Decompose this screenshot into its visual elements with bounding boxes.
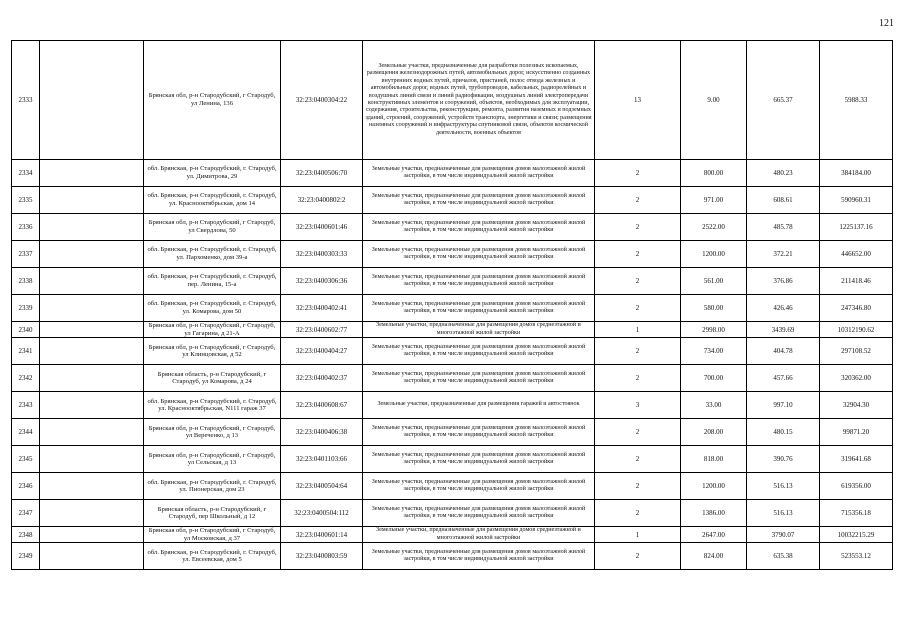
row-number-cell: 2343 bbox=[12, 392, 40, 419]
cadastral-value-cell: 384184.00 bbox=[820, 160, 893, 187]
land-use-cell: Земельные участки, предназначенные для размещения домов малоэтажной жилой застройки, в том числе индивидуальной жилой застройки bbox=[363, 187, 595, 214]
land-use-cell: Земельные участки, предназначенные для размещения домов малоэтажной жилой застройки, в том числе индивидуальной жилой застройки bbox=[363, 500, 595, 527]
row-number-cell: 2348 bbox=[12, 527, 40, 543]
area-cell: 700.00 bbox=[681, 365, 747, 392]
table-row bbox=[12, 295, 893, 322]
group-cell: 2 bbox=[595, 473, 681, 500]
cadastral-value-cell: 1225137.16 bbox=[820, 214, 893, 241]
row-number-cell: 2340 bbox=[12, 322, 40, 338]
land-use-cell: Земельные участки, предназначенные для разработки полезных ископаемых, размещения железнодорожных путей, автомобильных дорог, искусственно созданных внутренних водных путей, причалов, пристаней, полос отвода железных и автомобильных дорог, водных путей, трубопроводов, кабельных, радиорелейных и воздушных линий связи и линий радиофикации, воздушных линий электропередачи конструктивных элементов и сооружений, объектов, необходимых для эксплуатации, содержания, строительства, реконструкции, ремонта, развития наземных и подземных зданий, строений, сооружений, устройств транспорта, энергетики и связи; размещения наземных сооружений и инфраструктуры спутниковой связи, объектов космической деятельности, военных объектов bbox=[363, 41, 595, 160]
address-cell: Брянская обл, р-н Стародубский, г Стародуб, ул Гагарина, д 21-А bbox=[144, 322, 281, 338]
cadastral-number-cell: 32:23:0400402:37 bbox=[281, 365, 363, 392]
spacer-cell bbox=[40, 527, 144, 543]
address-cell: Брянская обл, р-н Стародубский, г Стародуб, ул Свердлова, 50 bbox=[144, 214, 281, 241]
table-row bbox=[12, 322, 893, 338]
cadastral-number-cell: 32:23:0400303:33 bbox=[281, 241, 363, 268]
group-cell: 2 bbox=[595, 446, 681, 473]
area-cell: 1200.00 bbox=[681, 473, 747, 500]
cadastral-value-cell: 715356.18 bbox=[820, 500, 893, 527]
group-cell: 2 bbox=[595, 500, 681, 527]
specific-value-cell: 480.15 bbox=[747, 419, 820, 446]
area-cell: 734.00 bbox=[681, 338, 747, 365]
row-number-cell: 2347 bbox=[12, 500, 40, 527]
area-cell: 824.00 bbox=[681, 543, 747, 570]
group-cell: 2 bbox=[595, 338, 681, 365]
cadastral-number-cell: 32:23:0400601:46 bbox=[281, 214, 363, 241]
row-number-cell: 2338 bbox=[12, 268, 40, 295]
table-row bbox=[12, 268, 893, 295]
spacer-cell bbox=[40, 543, 144, 570]
table-row bbox=[12, 419, 893, 446]
land-use-cell: Земельные участки, предназначенные для размещения домов малоэтажной жилой застройки, в том числе индивидуальной жилой застройки bbox=[363, 241, 595, 268]
spacer-cell bbox=[40, 268, 144, 295]
cadastral-value-cell: 32904.30 bbox=[820, 392, 893, 419]
table-row bbox=[12, 187, 893, 214]
land-use-cell: Земельные участки, предназначенные для размещения домов малоэтажной жилой застройки, в том числе индивидуальной жилой застройки bbox=[363, 214, 595, 241]
address-cell: Брянская обл, р-н Стародубский, г Стародуб, ул Сельская, д 13 bbox=[144, 446, 281, 473]
land-use-cell: Земельные участки, предназначенные для размещения домов малоэтажной жилой застройки, в том числе индивидуальной жилой застройки bbox=[363, 338, 595, 365]
group-cell: 2 bbox=[595, 543, 681, 570]
cadastral-number-cell: 32:23:0400602:77 bbox=[281, 322, 363, 338]
spacer-cell bbox=[40, 214, 144, 241]
table-row bbox=[12, 392, 893, 419]
group-cell: 3 bbox=[595, 392, 681, 419]
row-number-cell: 2349 bbox=[12, 543, 40, 570]
address-cell: Брянская обл, р-н Стародубский, г Стародуб, ул Вереченко, д 13 bbox=[144, 419, 281, 446]
table-row bbox=[12, 365, 893, 392]
specific-value-cell: 457.66 bbox=[747, 365, 820, 392]
address-cell: обл. Брянская, р-н Стародубский, г. Стародуб, ул. Пионерская, дом 23 bbox=[144, 473, 281, 500]
area-cell: 2522.00 bbox=[681, 214, 747, 241]
specific-value-cell: 404.78 bbox=[747, 338, 820, 365]
group-cell: 1 bbox=[595, 322, 681, 338]
cadastral-number-cell: 32:23:0401103:66 bbox=[281, 446, 363, 473]
table-row bbox=[12, 160, 893, 187]
cadastral-value-cell: 446652.00 bbox=[820, 241, 893, 268]
cadastral-value-cell: 320362.00 bbox=[820, 365, 893, 392]
land-use-cell: Земельные участки, предназначенные для размещения домов малоэтажной жилой застройки, в том числе индивидуальной жилой застройки bbox=[363, 419, 595, 446]
cadastral-number-cell: 32:23:0400608:67 bbox=[281, 392, 363, 419]
address-cell: Брянская обл, р-н Стародубский, г Стародуб, ул Ленина, 136 bbox=[144, 41, 281, 160]
row-number-cell: 2345 bbox=[12, 446, 40, 473]
spacer-cell bbox=[40, 419, 144, 446]
spacer-cell bbox=[40, 473, 144, 500]
row-number-cell: 2344 bbox=[12, 419, 40, 446]
cadastral-value-cell: 99871.20 bbox=[820, 419, 893, 446]
specific-value-cell: 3790.07 bbox=[747, 527, 820, 543]
land-use-cell: Земельные участки, предназначенные для размещения домов малоэтажной жилой застройки, в том числе индивидуальной жилой застройки bbox=[363, 295, 595, 322]
cadastral-value-cell: 319641.68 bbox=[820, 446, 893, 473]
row-number-cell: 2339 bbox=[12, 295, 40, 322]
area-cell: 818.00 bbox=[681, 446, 747, 473]
address-cell: обл. Брянская, р-н Стародубский, г. Стародуб, ул. Краснооктябрьская, дом 14 bbox=[144, 187, 281, 214]
row-number-cell: 2346 bbox=[12, 473, 40, 500]
land-use-cell: Земельные участки, предназначенные для размещения домов малоэтажной жилой застройки, в том числе индивидуальной жилой застройки bbox=[363, 446, 595, 473]
specific-value-cell: 516.13 bbox=[747, 500, 820, 527]
address-cell: Брянская обл, р-н Стародубский, г Стародуб, ул Московская, д 37 bbox=[144, 527, 281, 543]
table-row bbox=[12, 241, 893, 268]
cadastral-number-cell: 32:23:0400504:64 bbox=[281, 473, 363, 500]
row-number-cell: 2336 bbox=[12, 214, 40, 241]
table-row bbox=[12, 543, 893, 570]
address-cell: Брянская область, р-н Стародубский, г Стародуб, ул Комарова, д 24 bbox=[144, 365, 281, 392]
spacer-cell bbox=[40, 41, 144, 160]
specific-value-cell: 372.21 bbox=[747, 241, 820, 268]
cadastral-number-cell: 32:23:0400601:14 bbox=[281, 527, 363, 543]
table-row bbox=[12, 473, 893, 500]
cadastral-number-cell: 32:23:0400404:27 bbox=[281, 338, 363, 365]
table-row bbox=[12, 446, 893, 473]
table-row bbox=[12, 41, 893, 160]
group-cell: 2 bbox=[595, 268, 681, 295]
cadastral-number-cell: 32:23:0400304:22 bbox=[281, 41, 363, 160]
cadastral-value-cell: 10312190.62 bbox=[820, 322, 893, 338]
address-cell: обл. Брянская, р-н Стародубский, г. Стародуб, ул. Евсеевская, дом 5 bbox=[144, 543, 281, 570]
address-cell: Брянская обл, р-н Стародубский, г Стародуб, ул Клинцовская, д 52 bbox=[144, 338, 281, 365]
specific-value-cell: 608.61 bbox=[747, 187, 820, 214]
group-cell: 2 bbox=[595, 214, 681, 241]
specific-value-cell: 480.23 bbox=[747, 160, 820, 187]
area-cell: 9.00 bbox=[681, 41, 747, 160]
spacer-cell bbox=[40, 187, 144, 214]
land-use-cell: Земельные участки, предназначенные для размещения домов малоэтажной жилой застройки, в том числе индивидуальной жилой застройки bbox=[363, 543, 595, 570]
row-number-cell: 2337 bbox=[12, 241, 40, 268]
area-cell: 1200.00 bbox=[681, 241, 747, 268]
area-cell: 208.00 bbox=[681, 419, 747, 446]
cadastral-number-cell: 32:23:0400402:41 bbox=[281, 295, 363, 322]
area-cell: 33.00 bbox=[681, 392, 747, 419]
spacer-cell bbox=[40, 446, 144, 473]
address-cell: обл. Брянская, р-н Стародубский, г. Стародуб, ул. Краснооктябрьская, N111 гараж 37 bbox=[144, 392, 281, 419]
specific-value-cell: 376.86 bbox=[747, 268, 820, 295]
spacer-cell bbox=[40, 338, 144, 365]
area-cell: 580.00 bbox=[681, 295, 747, 322]
cadastral-number-cell: 32:23:0400306:36 bbox=[281, 268, 363, 295]
area-cell: 2998.00 bbox=[681, 322, 747, 338]
cadastral-number-cell: 32:23:0400506:70 bbox=[281, 160, 363, 187]
specific-value-cell: 3439.69 bbox=[747, 322, 820, 338]
cadastral-value-cell: 211418.46 bbox=[820, 268, 893, 295]
specific-value-cell: 997.10 bbox=[747, 392, 820, 419]
specific-value-cell: 635.38 bbox=[747, 543, 820, 570]
land-use-cell: Земельные участки, предназначенные для размещения домов малоэтажной жилой застройки, в том числе индивидуальной жилой застройки bbox=[363, 160, 595, 187]
land-use-cell: Земельные участки, предназначенные для размещения домов малоэтажной жилой застройки, в том числе индивидуальной жилой застройки bbox=[363, 473, 595, 500]
page-number: 121 bbox=[879, 18, 894, 29]
table-row bbox=[12, 214, 893, 241]
cadastral-number-cell: 32:23:0400504:112 bbox=[281, 500, 363, 527]
land-use-cell: Земельные участки, предназначенные для размещения домов малоэтажной жилой застройки, в том числе индивидуальной жилой застройки bbox=[363, 365, 595, 392]
specific-value-cell: 485.78 bbox=[747, 214, 820, 241]
spacer-cell bbox=[40, 392, 144, 419]
spacer-cell bbox=[40, 365, 144, 392]
table-row bbox=[12, 527, 893, 543]
cadastral-value-cell: 523553.12 bbox=[820, 543, 893, 570]
area-cell: 2647.00 bbox=[681, 527, 747, 543]
cadastral-value-table bbox=[11, 40, 893, 570]
spacer-cell bbox=[40, 322, 144, 338]
land-use-cell: Земельные участки, предназначенные для размещения домов среднеэтажной и многоэтажной жилой застройки bbox=[363, 527, 595, 543]
cadastral-value-cell: 247346.80 bbox=[820, 295, 893, 322]
cadastral-value-cell: 619356.00 bbox=[820, 473, 893, 500]
cadastral-value-cell: 297108.52 bbox=[820, 338, 893, 365]
area-cell: 971.00 bbox=[681, 187, 747, 214]
table-row bbox=[12, 500, 893, 527]
group-cell: 2 bbox=[595, 295, 681, 322]
group-cell: 2 bbox=[595, 160, 681, 187]
cadastral-number-cell: 32:23:0400803:59 bbox=[281, 543, 363, 570]
group-cell: 13 bbox=[595, 41, 681, 160]
row-number-cell: 2342 bbox=[12, 365, 40, 392]
specific-value-cell: 390.76 bbox=[747, 446, 820, 473]
area-cell: 561.00 bbox=[681, 268, 747, 295]
land-use-cell: Земельные участки, предназначенные для размещения домов малоэтажной жилой застройки, в том числе индивидуальной жилой застройки bbox=[363, 268, 595, 295]
row-number-cell: 2333 bbox=[12, 41, 40, 160]
group-cell: 2 bbox=[595, 419, 681, 446]
cadastral-value-cell: 590960.31 bbox=[820, 187, 893, 214]
specific-value-cell: 516.13 bbox=[747, 473, 820, 500]
spacer-cell bbox=[40, 295, 144, 322]
spacer-cell bbox=[40, 241, 144, 268]
land-use-cell: Земельные участки, предназначенные для размещения гаражей и автостоянок bbox=[363, 392, 595, 419]
area-cell: 800.00 bbox=[681, 160, 747, 187]
cadastral-number-cell: 32:23:0400406:38 bbox=[281, 419, 363, 446]
address-cell: обл. Брянская, р-н Стародубский, г. Стародуб, пер. Ленина, 15-а bbox=[144, 268, 281, 295]
cadastral-value-cell: 5988.33 bbox=[820, 41, 893, 160]
land-use-cell: Земельные участки, предназначенные для размещения домов среднеэтажной и многоэтажной жилой застройки bbox=[363, 322, 595, 338]
group-cell: 2 bbox=[595, 365, 681, 392]
row-number-cell: 2335 bbox=[12, 187, 40, 214]
address-cell: обл. Брянская, р-н Стародубский, г. Стародуб, ул. Комарова, дом 50 bbox=[144, 295, 281, 322]
area-cell: 1386.00 bbox=[681, 500, 747, 527]
group-cell: 2 bbox=[595, 187, 681, 214]
address-cell: обл. Брянская, р-н Стародубский, г. Стародуб, ул. Димитрова, 29 bbox=[144, 160, 281, 187]
row-number-cell: 2334 bbox=[12, 160, 40, 187]
group-cell: 2 bbox=[595, 241, 681, 268]
spacer-cell bbox=[40, 500, 144, 527]
group-cell: 1 bbox=[595, 527, 681, 543]
cadastral-number-cell: 32:23:0400802:2 bbox=[281, 187, 363, 214]
address-cell: Брянская область, р-н Стародубский, г Стародуб, пер Школьный, д 12 bbox=[144, 500, 281, 527]
specific-value-cell: 426.46 bbox=[747, 295, 820, 322]
cadastral-value-cell: 10032215.29 bbox=[820, 527, 893, 543]
table-row bbox=[12, 338, 893, 365]
address-cell: обл. Брянская, р-н Стародубский, г. Стародуб, ул. Пархоменко, дом 39-а bbox=[144, 241, 281, 268]
spacer-cell bbox=[40, 160, 144, 187]
specific-value-cell: 665.37 bbox=[747, 41, 820, 160]
row-number-cell: 2341 bbox=[12, 338, 40, 365]
